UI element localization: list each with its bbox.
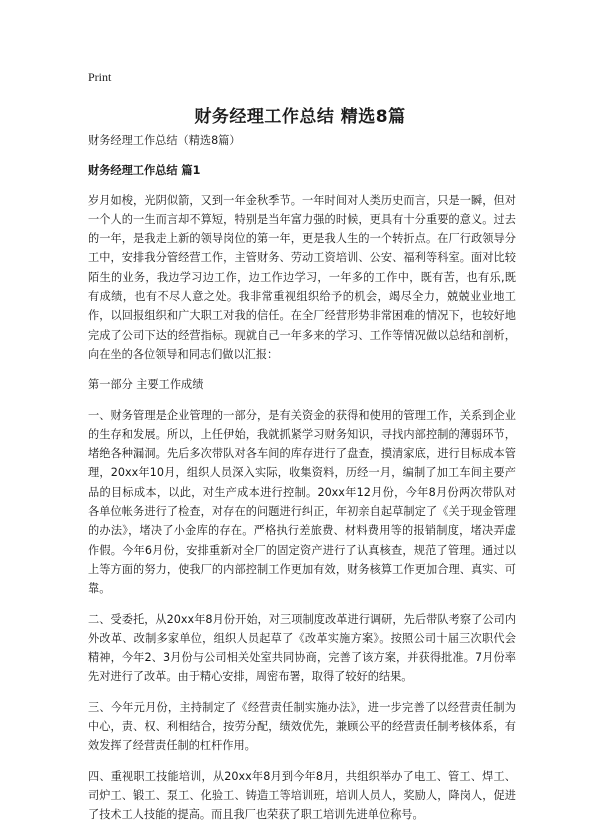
document-subtitle: 财务经理工作总结（精选8篇）: [88, 134, 241, 147]
section-heading: 财务经理工作总结 篇1: [88, 164, 201, 178]
list-item: 一、财务管理是企业管理的一部分，是有关资金的获得和使用的管理工作，关系到企业的生存和发展。所以，上任伊始，我就抓紧学习财务知识，寻找内部控制的薄弱环节，堵绝各种漏洞。先后多次带队对各车间的库存进行了盘查，摸清家底，进行目标成本管理，20xx年10月，组织人员深入实际，收集资料，历经一月，编制了加工车间主要产品的目标成本，以此，对生产成本进行控制。20xx年12月份，今年8月份两次带队对各单位帐务进行了检查，对存在的问题进行纠正，年初亲自起草制定了《关于现金管理的办法》，堵决了小金库的存在。严格执行差旅费、材料费用等的报销制度，堵决弄虚作假。今年6月份，安排重新对全厂的固定资产进行了认真核查，规范了管理。通过以上等方面的努力，使我厂的内部控制工作更加有效，财务核算工作更加合理、真实、可靠。: [88, 408, 516, 596]
page-title: 财务经理工作总结 精选8篇: [194, 107, 406, 127]
list-item: 二、受委托，从20xx年8月份开始，对三项制度改革进行调研，先后带队考察了公司内外改革、改制多家单位，组织人员起草了《改革实施方案》。按照公司十届三次职代会精神，今年2、3月份与公司相关处室共同协商，完善了该方案，并获得批准。7月份率先对进行了改革。由于精心安排，周密布署，取得了较好的结果。: [88, 612, 516, 684]
print-link[interactable]: Print: [88, 70, 112, 84]
part-heading: 第一部分 主要工作成绩: [88, 378, 204, 392]
document-body: [88, 131, 516, 825]
list-item: 四、重视职工技能培训，从20xx年8月到今年8月，共组织举办了电工、管工、焊工、司炉工、锻工、泵工、化验工、铸造工等培训班，培训人员人，奖励人，降岗人，促进了技术工人技能的提高。而且我厂也荣获了职工培训先进单位称号。: [88, 769, 516, 822]
list-item: 三、今年元月份，主持制定了《经营责任制实施办法》，进一步完善了以经营责任制为中心，责、权、利相结合，按劳分配，绩效优先，兼顾公平的经营责任制考核体系，有效发挥了经营责任制的杠杆作用。: [88, 700, 516, 753]
intro-paragraph: 岁月如梭，光阴似箭，又到一年金秋季节。一年时间对人类历史而言，只是一瞬，但对一个人的一生而言却不算短，特别是当年富力强的时候，更具有十分重要的意义。过去的一年，是我走上新的领导岗位的第一年，更是我人生的一个转折点。在厂行政领导分工中，安排我分管经营工作，主管财务、劳动工资培训、公安、福利等科室。面对比较陌生的业务，我边学习边工作，边工作边学习，一年多的工作中，既有苦，也有乐,既有成绩，也有不尽人意之处。我非常重视组织给予的机会，竭尽全力，兢兢业业地工作，以回报组织和广大职工对我的信任。在全厂经营形势非常困难的情况下，也较好地完成了公司下达的经营指标。现就自己一年多来的学习、工作等情况做以总结和剖析，向在坐的各位领导和同志们做以汇报：: [88, 193, 516, 361]
